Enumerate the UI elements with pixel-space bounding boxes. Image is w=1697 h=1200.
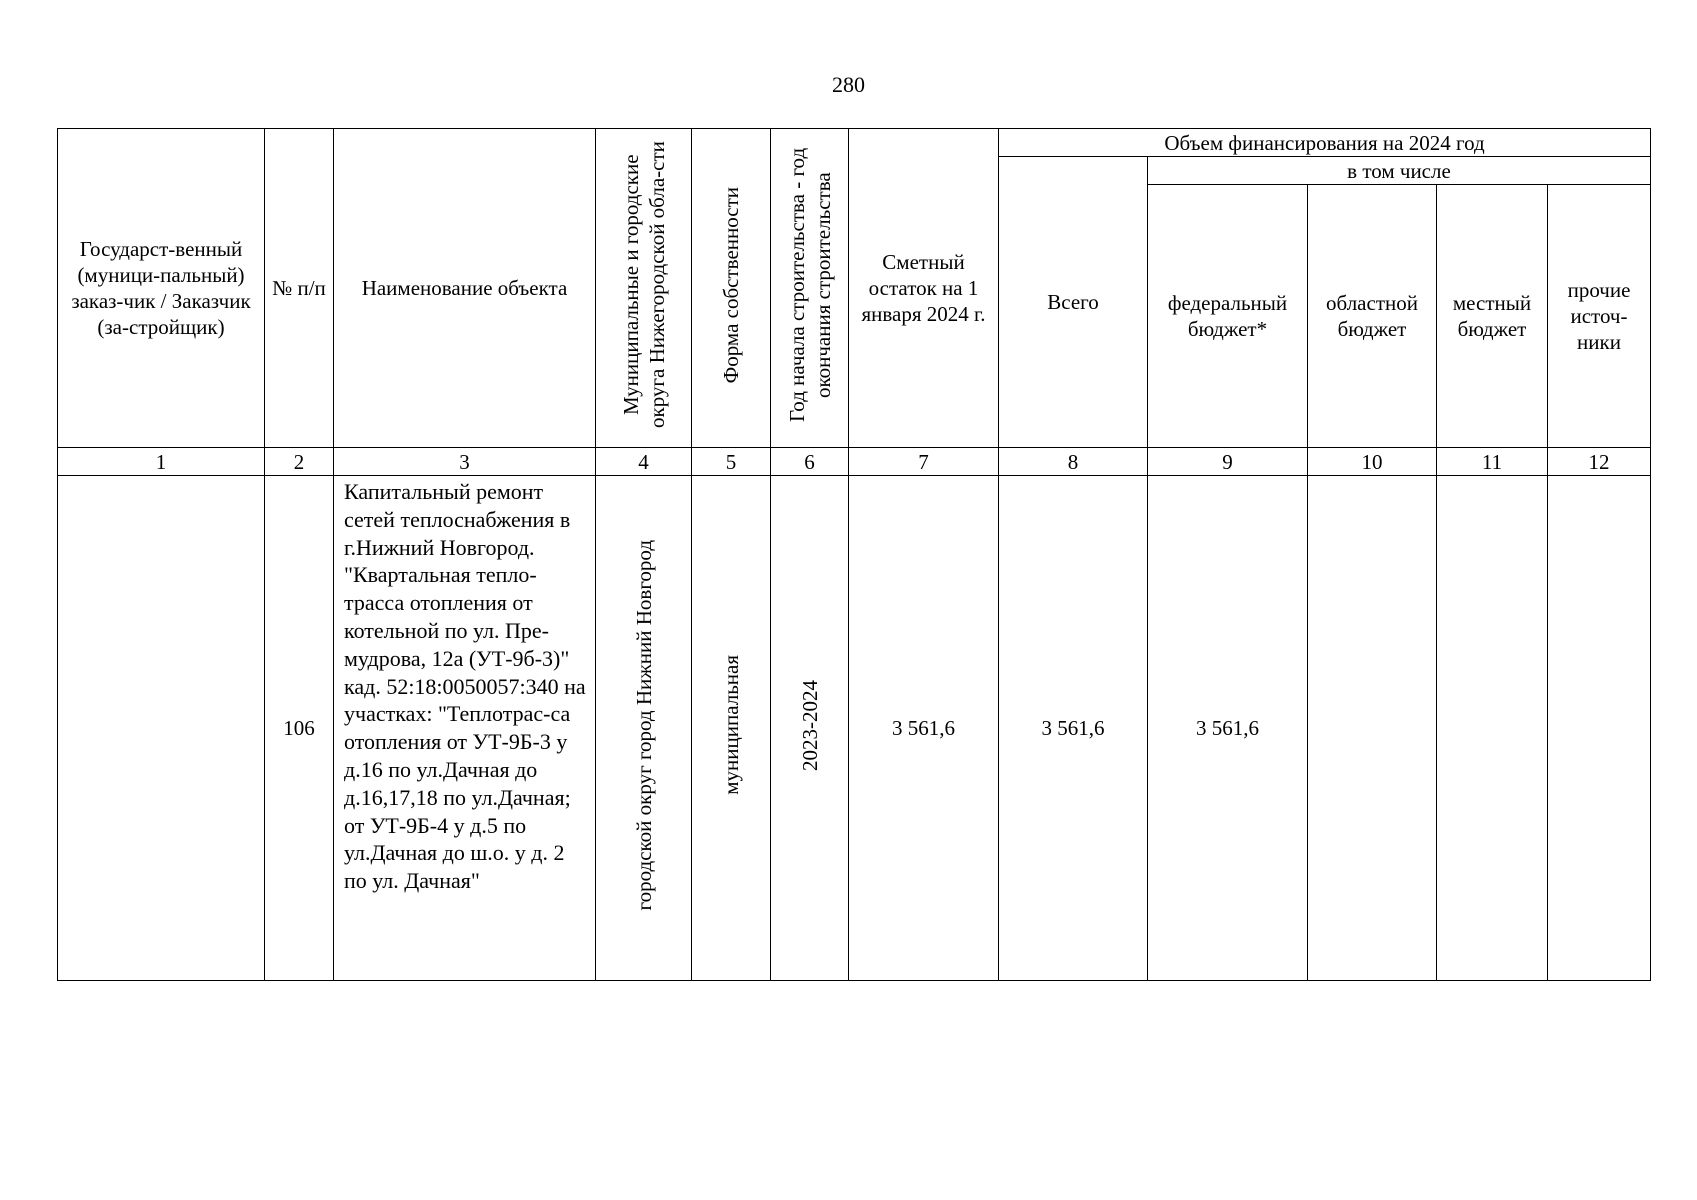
column-number: 1 xyxy=(58,448,265,476)
header-years: Год начала строительства - год окончания строительства xyxy=(771,129,849,448)
cell-customer xyxy=(58,476,265,981)
header-municipality: Муниципальные и городские округа Нижегородской обла-сти xyxy=(596,129,692,448)
column-number: 5 xyxy=(692,448,771,476)
cell-total: 3 561,6 xyxy=(999,476,1148,981)
column-number: 12 xyxy=(1548,448,1651,476)
table-row xyxy=(58,476,1651,981)
header-ownership: Форма собственности xyxy=(692,129,771,448)
column-number: 11 xyxy=(1437,448,1548,476)
column-number: 7 xyxy=(849,448,999,476)
investment-program-table xyxy=(57,128,1651,981)
header-index: № п/п xyxy=(265,129,334,448)
header-regional: областной бюджет xyxy=(1308,185,1437,448)
cell-ownership: муниципальная xyxy=(692,476,771,981)
header-total: Всего xyxy=(999,157,1148,448)
header-object-name: Наименование объекта xyxy=(334,129,596,448)
cell-estimate-balance: 3 561,6 xyxy=(849,476,999,981)
cell-municipality: городской округ город Нижний Новгород xyxy=(596,476,692,981)
cell-federal: 3 561,6 xyxy=(1148,476,1308,981)
cell-object-name: Капитальный ремонт сетей теплоснабжения в г.Нижний Новгород. "Квартальная тепло-трасса отопления от котельной по ул. Пре-мудрова, 12а (УТ-9б-3)" кад. 52:18:0050057:340 на участках: "Теплотрас-са отопления от УТ-9Б-3 у д.16 по ул.Дачная до д.16,17,18 по ул.Дачная; от УТ-9Б-4 у д.5 по ул.Дачная до ш.о. у д. 2 по ул. Дачная" xyxy=(334,476,596,981)
column-number: 10 xyxy=(1308,448,1437,476)
column-number: 8 xyxy=(999,448,1148,476)
cell-index: 106 xyxy=(265,476,334,981)
cell-local xyxy=(1437,476,1548,981)
header-local: местный бюджет xyxy=(1437,185,1548,448)
column-number: 9 xyxy=(1148,448,1308,476)
column-number: 3 xyxy=(334,448,596,476)
table-header-row xyxy=(58,129,1651,157)
column-number: 6 xyxy=(771,448,849,476)
header-including: в том числе xyxy=(1148,157,1651,185)
header-funding-group: Объем финансирования на 2024 год xyxy=(999,129,1651,157)
column-number-row xyxy=(58,448,1651,476)
page-number: 280 xyxy=(832,72,865,97)
header-other: прочие источ-ники xyxy=(1548,185,1651,448)
cell-other xyxy=(1548,476,1651,981)
column-number: 2 xyxy=(265,448,334,476)
header-estimate-balance: Сметный остаток на 1 января 2024 г. xyxy=(849,129,999,448)
header-federal: федеральный бюджет* xyxy=(1148,185,1308,448)
header-customer: Государст-венный (муници-пальный) заказ-чик / Заказчик (за-стройщик) xyxy=(58,129,265,448)
cell-years: 2023-2024 xyxy=(771,476,849,981)
cell-regional xyxy=(1308,476,1437,981)
column-number: 4 xyxy=(596,448,692,476)
